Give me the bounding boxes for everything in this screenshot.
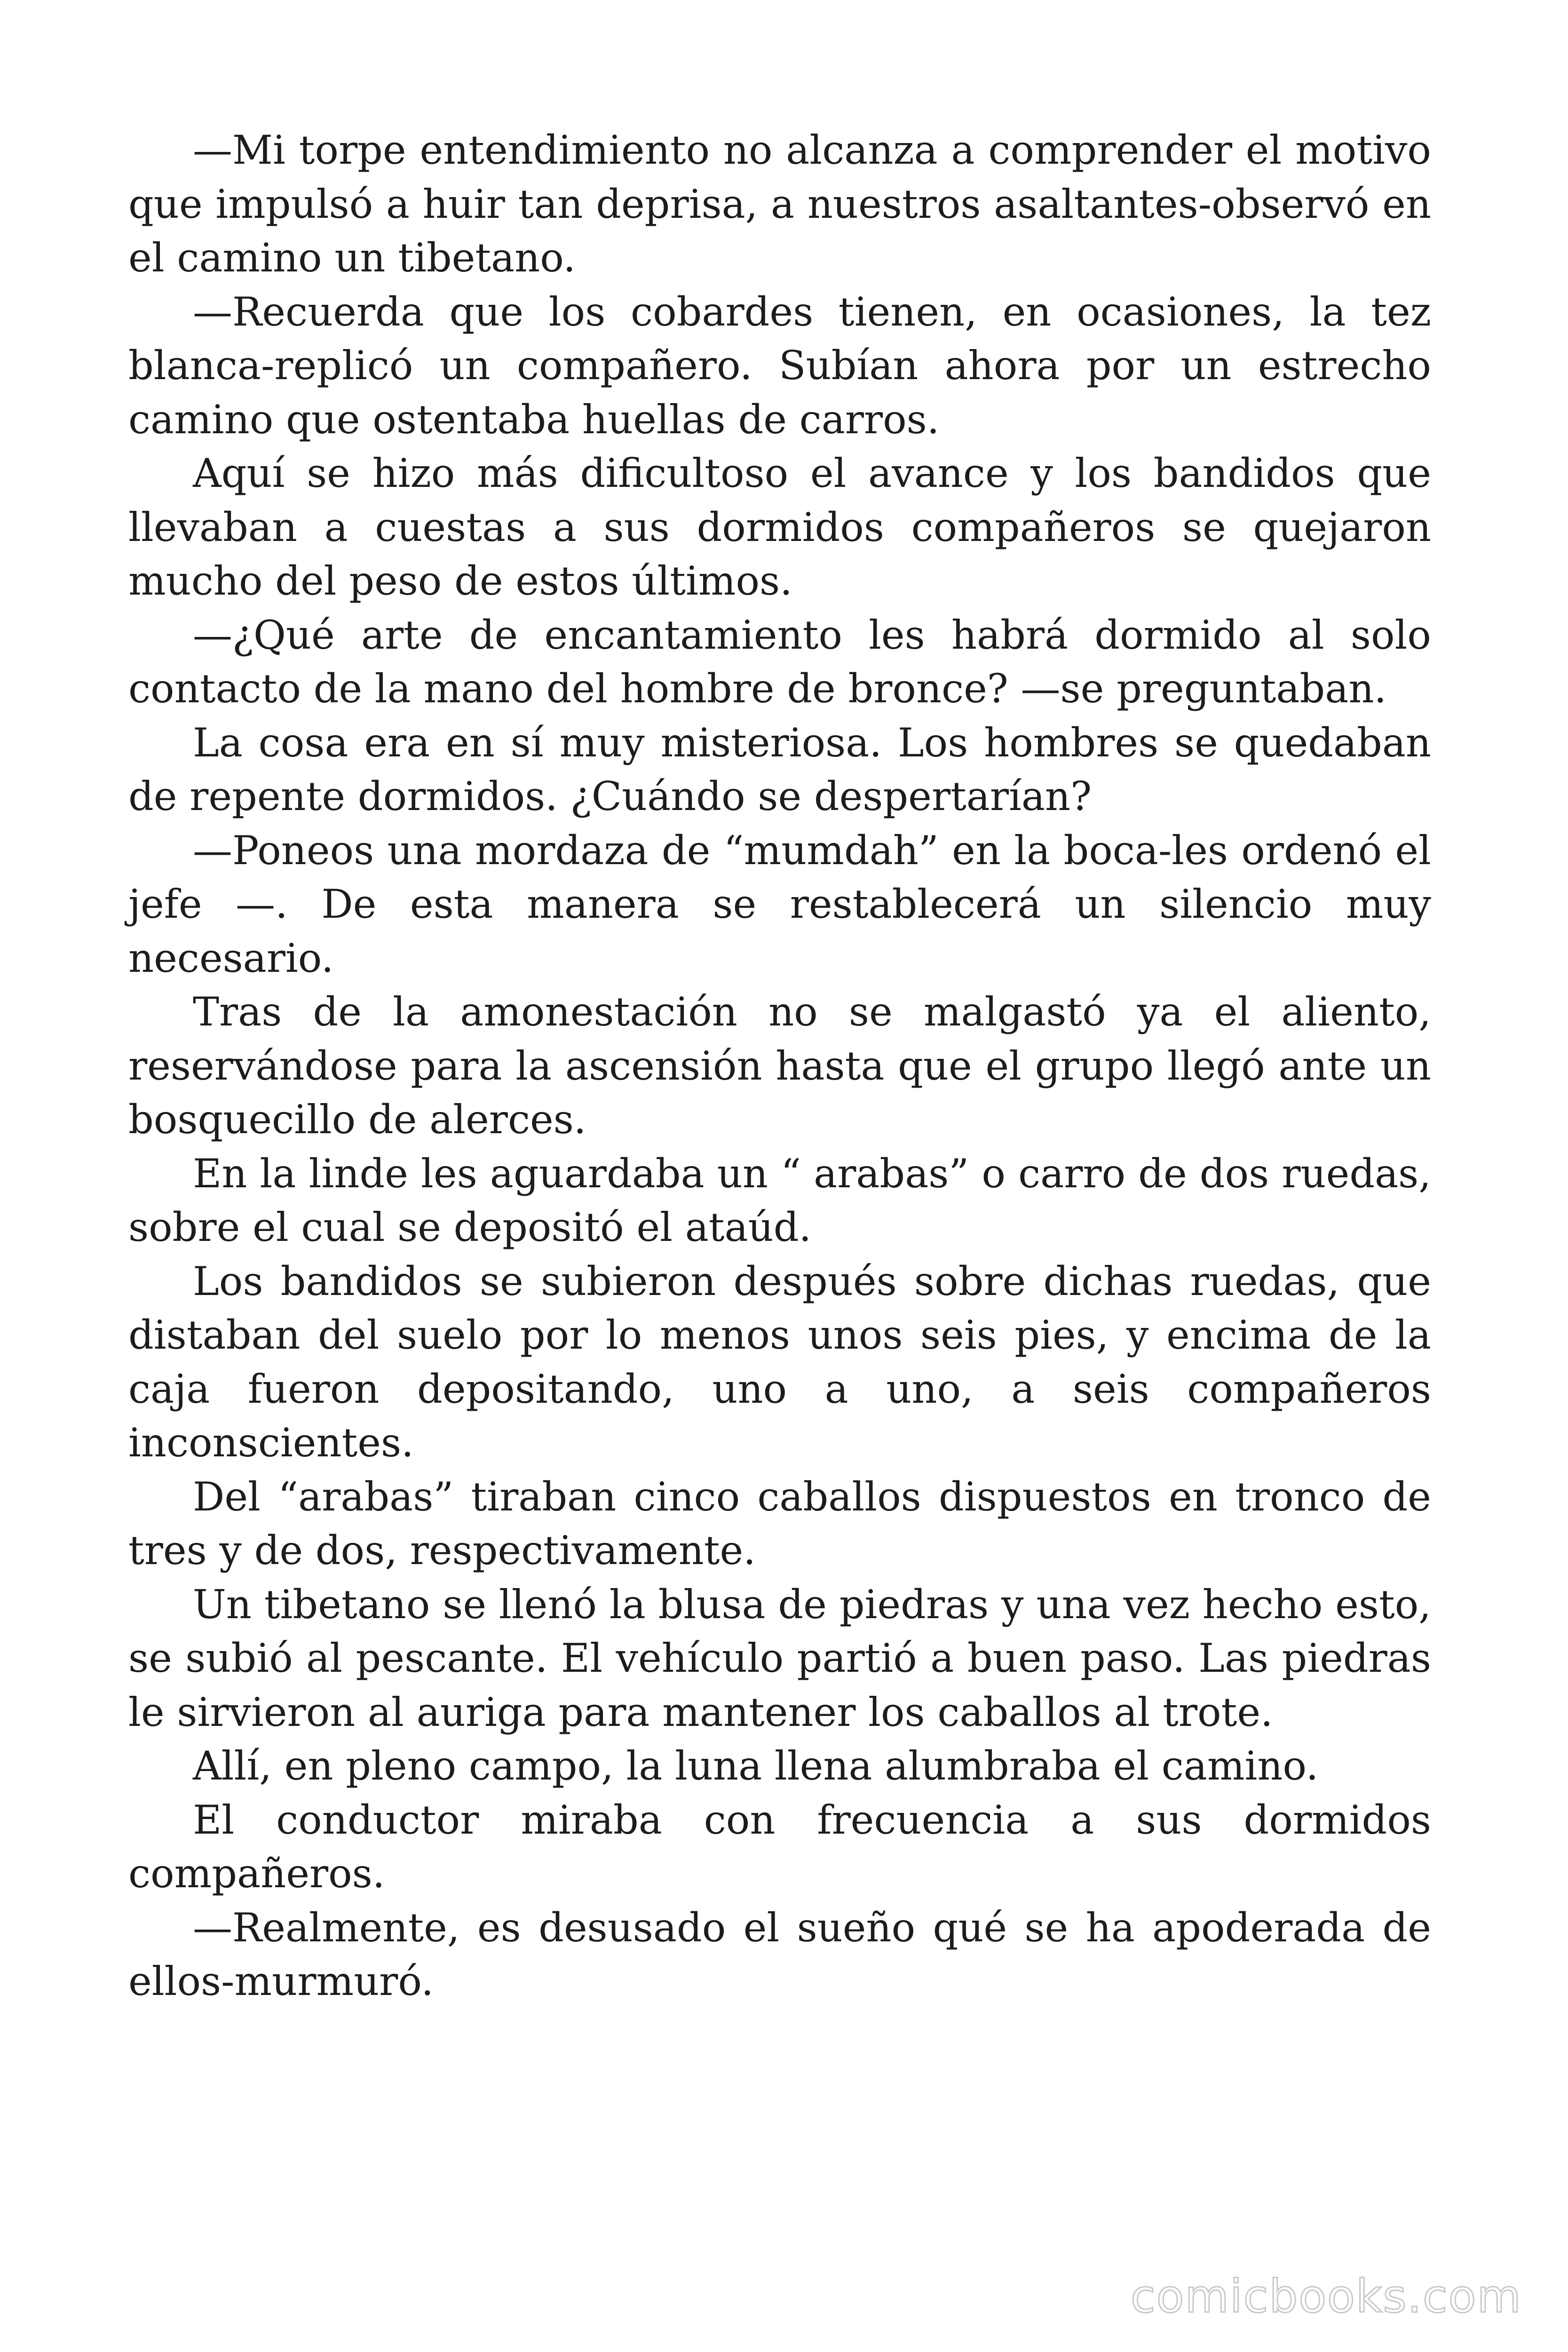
- paragraph: La cosa era en sí muy misteriosa. Los hombres se quedaban de repente dormidos. ¿Cuándo se despertarían?: [128, 719, 1431, 819]
- watermark: comicbooks.com: [1130, 2270, 1522, 2323]
- paragraph: En la linde les aguardaba un “ arabas” o carro de dos ruedas, sobre el cual se depositó el ataúd.: [128, 1150, 1431, 1250]
- paragraph: Allí, en pleno campo, la luna llena alumbraba el camino.: [193, 1743, 1319, 1789]
- page-text-body: [128, 123, 1431, 2009]
- paragraph: —¿Qué arte de encantamiento les habrá dormido al solo contacto de la mano del hombre de bronce? —se preguntaban.: [128, 612, 1431, 712]
- paragraph: Los bandidos se subieron después sobre dichas ruedas, que distaban del suelo por lo menos unos seis pies, y encima de la caja fueron depositando, uno a uno, a seis compañeros inconscientes.: [128, 1258, 1431, 1466]
- paragraph: El conductor miraba con frecuencia a sus dormidos compañeros.: [128, 1796, 1431, 1897]
- paragraph: —Mi torpe entendimiento no alcanza a comprender el motivo que impulsó a huir tan deprisa, a nuestros asaltantes-observó en el camino un tibetano.: [128, 127, 1431, 281]
- paragraph: —Realmente, es desusado el sueño qué se ha apoderada de ellos-murmuró.: [128, 1904, 1431, 2004]
- paragraph: Tras de la amonestación no se malgastó ya el aliento, reservándose para la ascensión hasta que el grupo llegó ante un bosquecillo de alerces.: [128, 989, 1431, 1143]
- paragraph: Un tibetano se llenó la blusa de piedras y una vez hecho esto, se subió al pescante. El vehículo partió a buen paso. Las piedras le sirvieron al auriga para mantener los caballos al trote.: [128, 1581, 1431, 1735]
- paragraph: Aquí se hizo más dificultoso el avance y los bandidos que llevaban a cuestas a sus dormidos compañeros se quejaron mucho del peso de estos últimos.: [128, 450, 1431, 604]
- paragraph: —Poneos una mordaza de “mumdah” en la boca-les ordenó el jefe —. De esta manera se restablecerá un silencio muy necesario.: [128, 827, 1431, 981]
- paragraph: Del “arabas” tiraban cinco caballos dispuestos en tronco de tres y de dos, respectivamente.: [128, 1473, 1431, 1573]
- paragraph: —Recuerda que los cobardes tienen, en ocasiones, la tez blanca-replicó un compañero. Subían ahora por un estrecho camino que ostentaba huellas de carros.: [128, 288, 1431, 443]
